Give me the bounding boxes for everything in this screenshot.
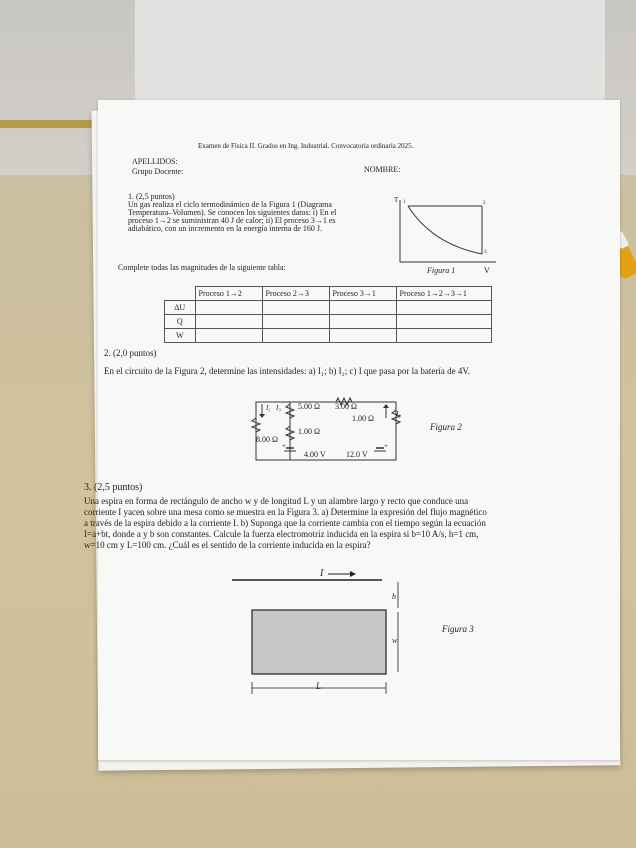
answer-cell[interactable] — [195, 315, 262, 329]
axis-t-label: T — [394, 196, 399, 204]
column-header: Proceso 3→1 — [329, 287, 396, 301]
current-i1-arrowhead — [259, 414, 265, 418]
answer-cell[interactable] — [262, 301, 329, 315]
battery-4v-plus: + — [282, 442, 286, 450]
w-label: w — [392, 636, 398, 645]
current-arrowhead — [350, 571, 356, 577]
process-3-1-curve — [408, 206, 482, 254]
grupo-docente-label: Grupo Docente: — [132, 167, 184, 176]
figure-1-caption: Figura 1 — [427, 266, 456, 275]
loop-rectangle — [252, 610, 386, 674]
q3-line-2: corriente I yacen sobre una mesa como se muestra en la Figura 3. a) Determine la expresión del flujo magnético — [84, 507, 487, 517]
figure-2-caption: Figura 2 — [430, 422, 462, 432]
answer-cell[interactable] — [195, 301, 262, 315]
q1-line-2: Temperatura–Volumen). Se conocen los siguientes datos: i) En el — [128, 208, 337, 217]
q1-title: 1. (2,5 puntos) — [128, 192, 175, 201]
current-label: I — [320, 568, 324, 579]
current-i2-arrowhead — [383, 404, 389, 408]
row-header: Q — [165, 315, 196, 329]
nombre-label: NOMBRE: — [364, 165, 401, 174]
column-header: Proceso 1→2 — [195, 287, 262, 301]
q3-line-4: I=a+bt, donde a y b son constantes. Calcule la fuerza electromotriz inducida en la espira si b=10 A/s, h=1 cm, — [84, 529, 479, 539]
exam-header: Examen de Física II. Grados en Ing. Industrial. Convocatoria ordinaria 2025. — [198, 142, 414, 150]
figure-3-caption: Figura 3 — [442, 624, 474, 634]
q1-line-3: proceso 1→2 se suministran 40 J de calor; ii) El proceso 3→1 es — [128, 216, 336, 225]
q2-text: En el circuito de la Figura 2, determine las intensidades: a) I₁; b) I₂; c) I que pasa por la batería de 4V. — [104, 366, 470, 376]
exam-sheet — [84, 100, 620, 760]
answer-cell[interactable] — [329, 329, 396, 343]
row-header: W — [165, 329, 196, 343]
column-header: Proceso 1→2→3→1 — [396, 287, 491, 301]
answer-cell[interactable] — [195, 329, 262, 343]
q3-line-1: Una espira en forma de rectángulo de ancho w y de longitud L y un alambre largo y recto que conduce una — [84, 496, 469, 506]
q3-title: 3. (2,5 puntos) — [84, 482, 143, 493]
q2-title: 2. (2,0 puntos) — [104, 348, 157, 358]
axis-v-label: V — [484, 266, 490, 275]
answer-cell[interactable] — [262, 315, 329, 329]
l-label: L — [316, 681, 322, 691]
q3-line-3: a través de la espira debido a la corriente I. b) Suponga que la corriente cambia con el tiempo según la ecuación — [84, 518, 486, 528]
q3-line-5: w=10 cm y L=100 cm. ¿Cuál es el sentido de la corriente inducida en la espira? — [84, 540, 371, 550]
point-3-label: 3 — [484, 250, 487, 255]
table-row — [165, 301, 492, 315]
corner-cell — [165, 287, 196, 301]
point-2-label: 2 — [483, 201, 486, 206]
resistor-1ohm-middle-label: 1.00 Ω — [298, 427, 320, 436]
figure-2-circuit — [248, 388, 408, 464]
current-i2-label: I₂ — [396, 410, 401, 418]
battery-12v-label: 12.0 V — [346, 450, 368, 459]
answer-cell[interactable] — [396, 329, 491, 343]
answer-cell[interactable] — [329, 301, 396, 315]
column-header: Proceso 2→3 — [262, 287, 329, 301]
battery-4v-label: 4.00 V — [304, 450, 326, 459]
table-intro: Complete todas las magnitudes de la siguiente tabla: — [118, 263, 286, 272]
answer-cell[interactable] — [262, 329, 329, 343]
figure-1-diagram — [392, 196, 498, 274]
point-1-label: 1 — [403, 200, 406, 205]
current-i3-label: I₃ — [276, 404, 281, 412]
answer-cell[interactable] — [396, 301, 491, 315]
magnitudes-table — [164, 286, 492, 343]
q1-line-1: Un gas realiza el ciclo termodinámico de la Figura 1 (Diagrama — [128, 200, 332, 209]
table-row — [165, 315, 492, 329]
answer-cell[interactable] — [396, 315, 491, 329]
resistor-1ohm-right-label: 1.00 Ω — [352, 414, 374, 423]
resistor-8ohm-label: 8.00 Ω — [256, 435, 278, 444]
battery-12v-plus: + — [384, 442, 388, 450]
answer-cell[interactable] — [329, 315, 396, 329]
q1-line-4: adiabático, con un incremento en la energía interna de 160 J. — [128, 224, 322, 233]
resistor-5ohm-label: 5.00 Ω — [298, 402, 320, 411]
table-row — [165, 329, 492, 343]
h-label: h — [392, 592, 396, 601]
resistor-3ohm-label: 3.00 Ω — [335, 402, 357, 411]
row-header: ΔU — [165, 301, 196, 315]
table-header-row — [165, 287, 492, 301]
figure-3-diagram — [232, 566, 416, 698]
current-i1-label: I₁ — [266, 404, 271, 412]
apellidos-label: APELLIDOS: — [132, 157, 178, 166]
